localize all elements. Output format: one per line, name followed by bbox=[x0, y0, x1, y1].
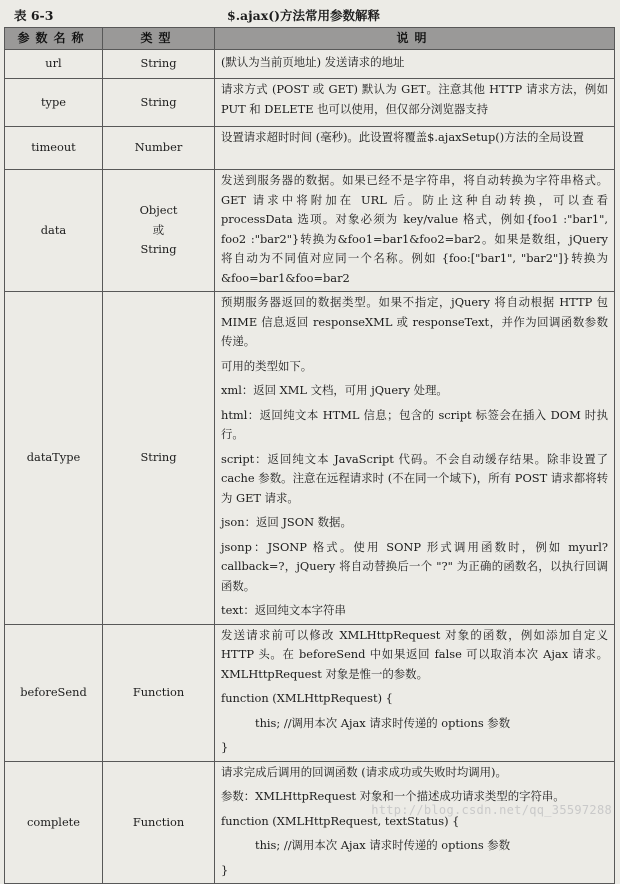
param-name: complete bbox=[5, 761, 103, 884]
params-table bbox=[4, 27, 615, 884]
code-line: } bbox=[221, 740, 229, 754]
param-desc bbox=[215, 170, 615, 292]
param-desc bbox=[215, 79, 615, 127]
param-name: type bbox=[5, 79, 103, 127]
desc-line: 设置请求超时时间 (毫秒)。此设置将覆盖$.ajaxSetup()方法的全局设置 bbox=[221, 130, 584, 144]
desc-line: jsonp：JSONP 格式。使用 SONP 形式调用函数时，例如 myurl?callback=?，jQuery 将自动替换后一个 "?" 为正确的函数名，以执行回调函数。 bbox=[221, 539, 608, 593]
desc-line: 请求完成后调用的回调函数 (请求成功或失败时均调用)。 bbox=[221, 764, 507, 779]
param-name: beforeSend bbox=[5, 624, 103, 761]
header-name: 参数名称 bbox=[5, 28, 103, 50]
row-type bbox=[5, 79, 615, 127]
param-type: String bbox=[103, 292, 215, 625]
desc-line: 发送请求前可以修改 XMLHttpRequest 对象的函数，例如添加自定义 HTTP 头。在 beforeSend 中如果返回 false 可以取消本次 Ajax 请求。XMLHttpRequest 对象是惟一的参数。 bbox=[221, 627, 608, 681]
type-line: String bbox=[140, 242, 177, 257]
row-url bbox=[5, 50, 615, 79]
desc-line: 可用的类型如下。 bbox=[221, 358, 313, 373]
param-desc bbox=[215, 624, 615, 761]
param-name: dataType bbox=[5, 292, 103, 625]
type-line: 或 bbox=[152, 222, 165, 237]
param-type: Function bbox=[103, 761, 215, 884]
table-caption bbox=[0, 0, 620, 27]
param-name: url bbox=[5, 50, 103, 79]
param-type: String bbox=[103, 79, 215, 127]
row-beforeSend bbox=[5, 624, 615, 761]
desc-line: 预期服务器返回的数据类型。如果不指定，jQuery 将自动根据 HTTP 包 MIME 信息返回 responseXML 或 responseText，并作为回调函数参数传递。 bbox=[221, 295, 608, 348]
desc-line: script：返回纯文本 JavaScript 代码。不会自动缓存结果。除非设置了 cache 参数。注意在远程请求时 (不在同一个域下)，所有 POST 请求都将转为 GET 请求。 bbox=[221, 451, 608, 505]
desc-line: json：返回 JSON 数据。 bbox=[221, 515, 352, 529]
row-timeout bbox=[5, 127, 615, 170]
code-line: } bbox=[221, 862, 229, 877]
desc-line: 请求方式 (POST 或 GET) 默认为 GET。注意其他 HTTP 请求方法，例如 PUT 和 DELETE 也可以使用，但仅部分浏览器支持 bbox=[221, 82, 608, 116]
desc-line: text：返回纯文本字符串 bbox=[221, 603, 346, 617]
param-name: data bbox=[5, 170, 103, 292]
param-type: Number bbox=[103, 127, 215, 170]
code-line: function (XMLHttpRequest) { bbox=[221, 691, 393, 705]
row-dataType bbox=[5, 292, 615, 625]
type-line: Object bbox=[139, 203, 178, 218]
param-desc bbox=[215, 761, 615, 884]
desc-line: (默认为当前页地址) 发送请求的地址 bbox=[221, 55, 405, 70]
param-desc bbox=[215, 292, 615, 625]
code-line: this; //调用本次 Ajax 请求时传递的 options 参数 bbox=[255, 715, 511, 730]
param-desc bbox=[215, 127, 615, 170]
desc-line: 参数：XMLHttpRequest 对象和一个描述成功请求类型的字符串。 bbox=[221, 789, 565, 803]
desc-line: 发送到服务器的数据。如果已经不是字符串，将自动转换为字符串格式。GET 请求中将附加在 URL 后。防止这种自动转换，可以查看 processData 选项。对象必须为 key/value 格式，例如{foo1 :"bar1", foo2 :"bar2"}转换为&foo1=bar1&foo2=bar2。如果是数组，jQuery 将自动为不同值对应同一个名称。例如 {foo:["bar1", "bar2"]}转换为&foo=bar1&foo=bar2 bbox=[221, 173, 608, 285]
param-name: timeout bbox=[5, 127, 103, 170]
code-line: this; //调用本次 Ajax 请求时传递的 options 参数 bbox=[255, 838, 511, 852]
code-line: function (XMLHttpRequest, textStatus) { bbox=[221, 813, 460, 828]
desc-line: html：返回纯文本 HTML 信息；包含的 script 标签会在插入 DOM 时执行。 bbox=[221, 407, 608, 441]
watermark: http://blog.csdn.net/qq_35597288 bbox=[371, 803, 612, 817]
param-type bbox=[103, 170, 215, 292]
param-desc bbox=[215, 50, 615, 79]
row-data bbox=[5, 170, 615, 292]
header-desc: 说明 bbox=[215, 28, 615, 50]
header-row bbox=[5, 28, 615, 50]
param-type: String bbox=[103, 50, 215, 79]
table-number: 表 6-3 bbox=[14, 8, 54, 23]
param-type: Function bbox=[103, 624, 215, 761]
desc-line: xml：返回 XML 文档，可用 jQuery 处理。 bbox=[221, 383, 448, 397]
row-complete bbox=[5, 761, 615, 884]
table-title: $.ajax()方法常用参数解释 bbox=[227, 8, 381, 23]
header-type: 类型 bbox=[103, 28, 215, 50]
